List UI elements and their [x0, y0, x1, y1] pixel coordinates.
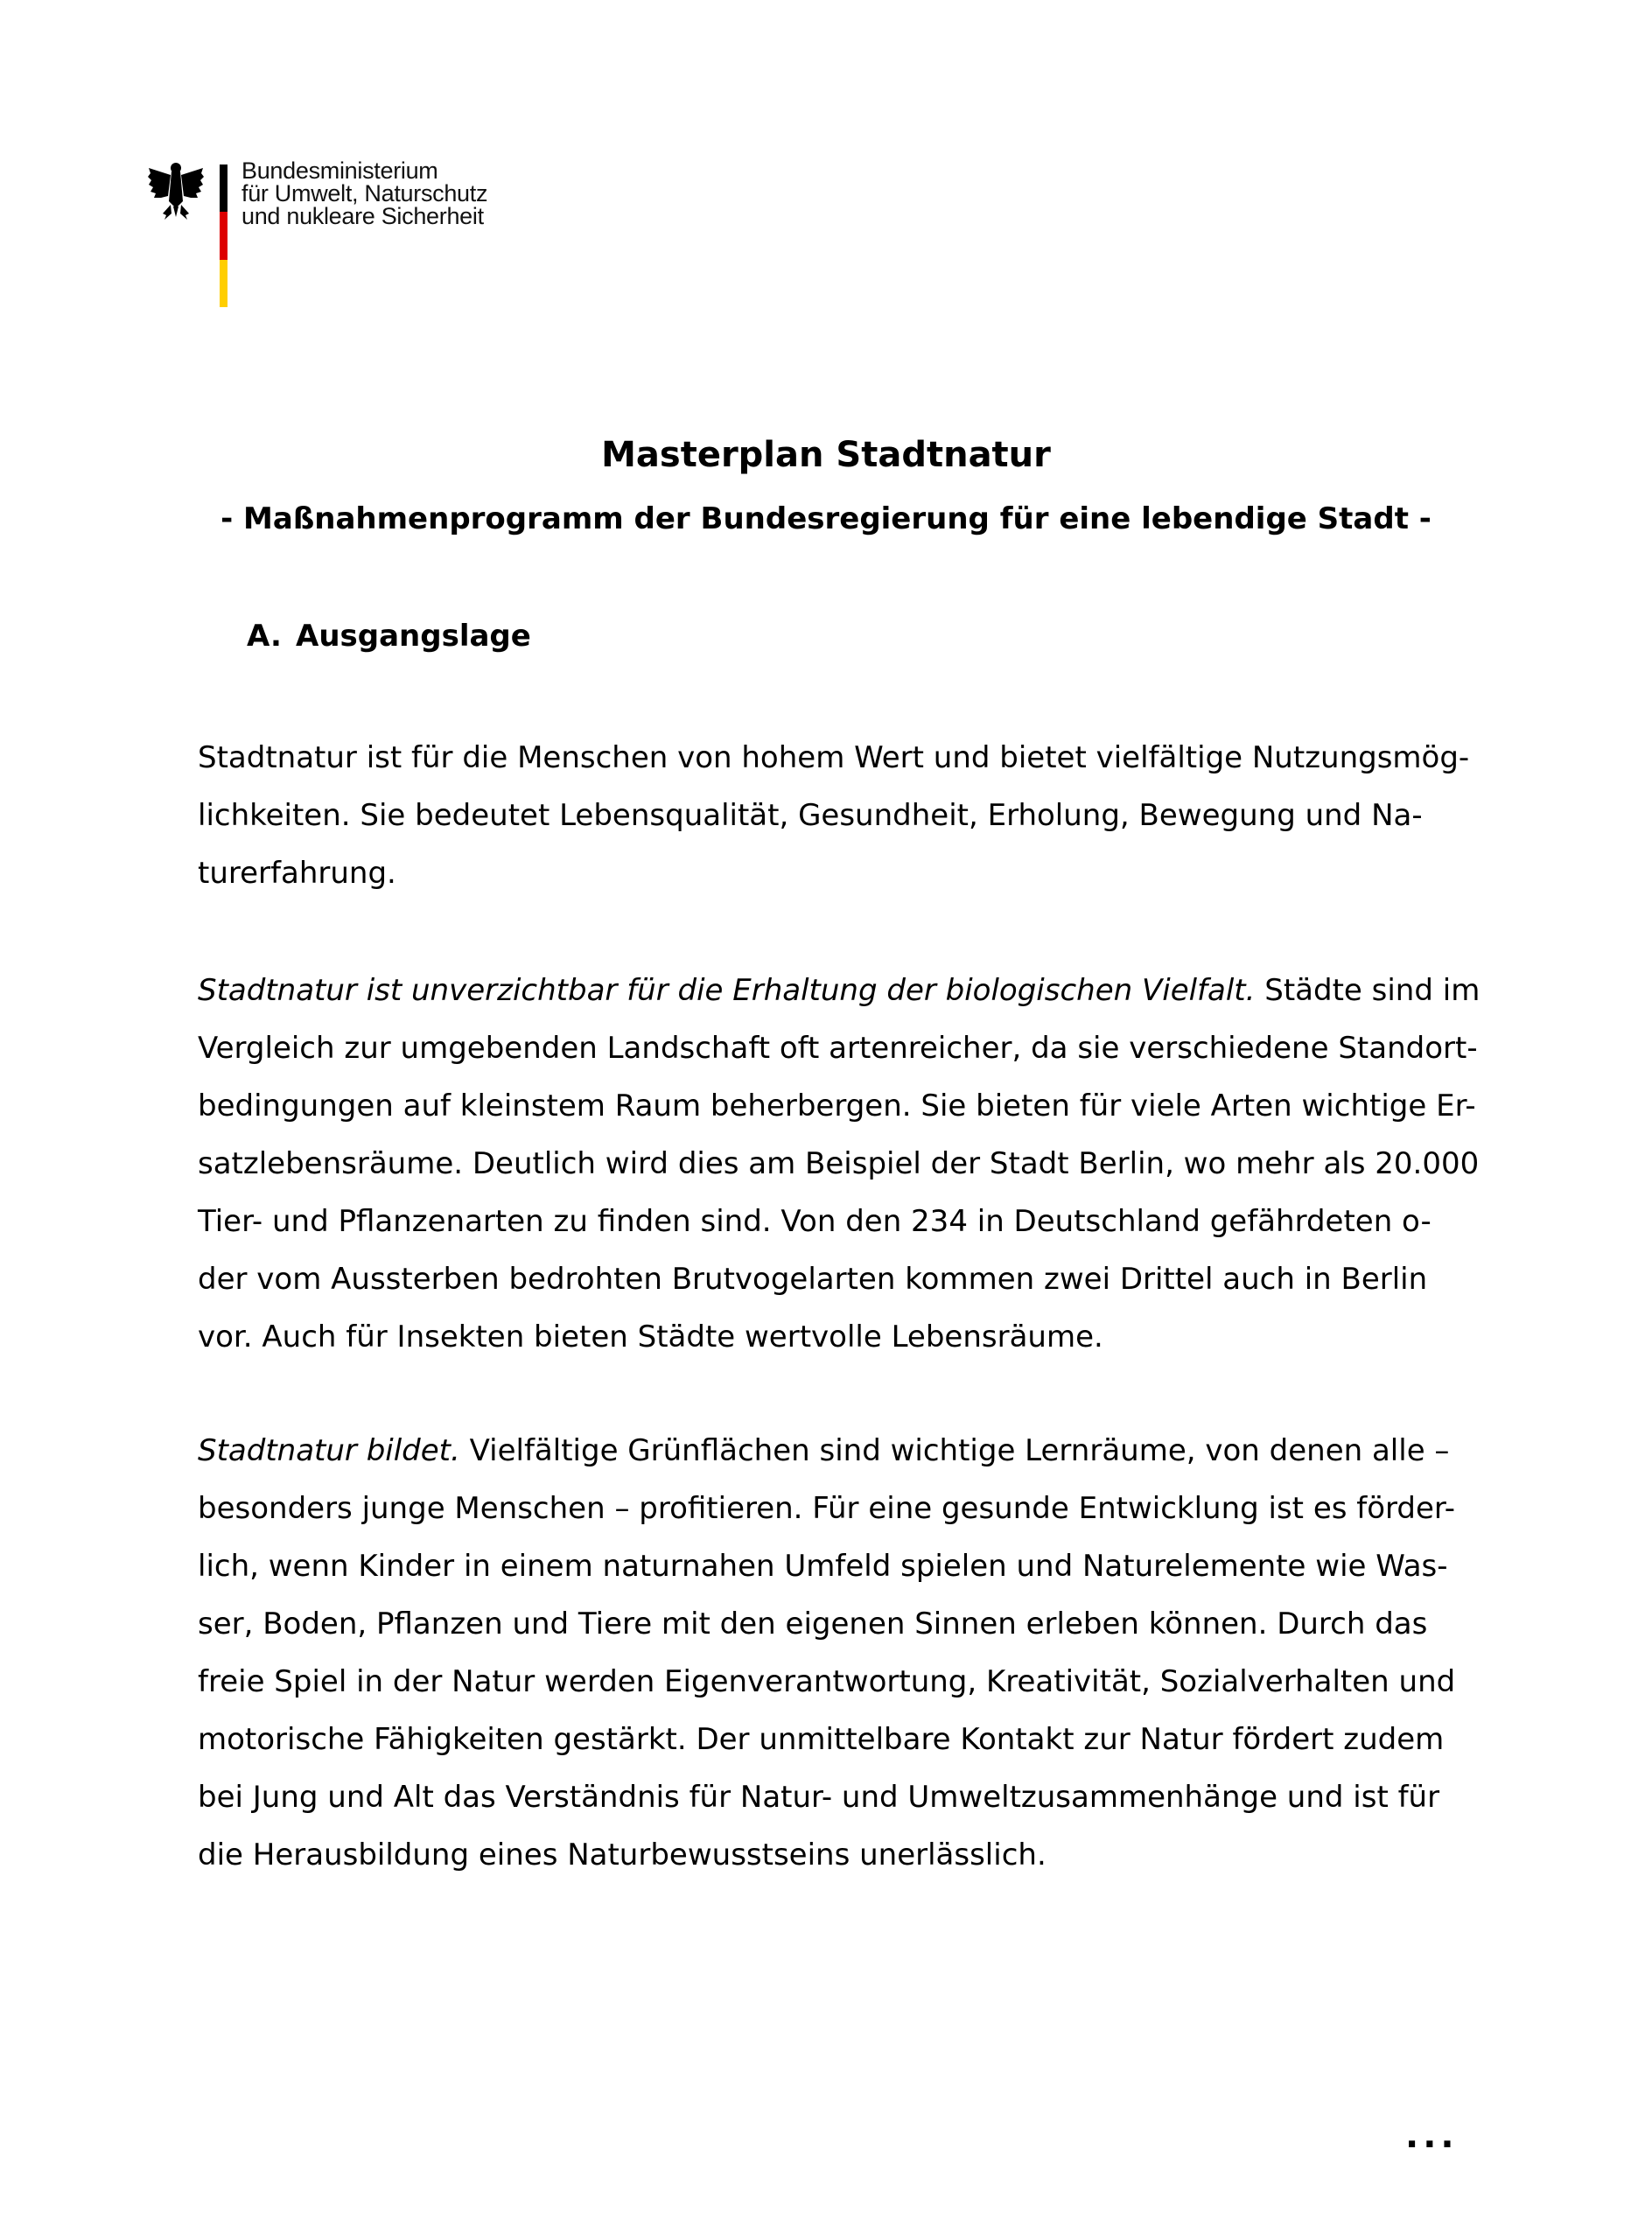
text-fragment: Vielfältige Grünflächen sind wichtige Lernräume, von denen alle –: [459, 1433, 1450, 1468]
paragraph-biodiversity: [198, 962, 1484, 1366]
text-line: Tier- und Pflanzenarten zu finden sind. Von den 234 in Deutschland gefährdeten o-: [198, 1204, 1432, 1239]
paragraph-intro: [198, 729, 1484, 902]
text-line: motorische Fähigkeiten gestärkt. Der unmittelbare Kontakt zur Natur fördert zudem: [198, 1722, 1445, 1757]
text-line: lich, wenn Kinder in einem naturnahen Umfeld spielen und Naturelemente wie Was-: [198, 1549, 1448, 1584]
paragraph-lead: Stadtnatur ist unverzichtbar für die Erhaltung der biologischen Vielfalt.: [198, 973, 1256, 1008]
text-line: lichkeiten. Sie bedeutet Lebensqualität, Gesundheit, Erholung, Bewegung und Na-: [198, 798, 1423, 833]
text-line: Stadtnatur ist für die Menschen von hohem Wert und bietet vielfältige Nutzungsmög-: [198, 740, 1470, 775]
text-line: bei Jung und Alt das Verständnis für Natur- und Umweltzusammenhänge und ist für: [198, 1780, 1440, 1815]
text-line: bedingungen auf kleinstem Raum beherbergen. Sie bieten für viele Arten wichtige Er-: [198, 1088, 1476, 1124]
text-line: freie Spiel in der Natur werden Eigenverantwortung, Kreativität, Sozialverhalten und: [198, 1664, 1456, 1699]
ministry-line: Bundesministerium: [242, 158, 438, 184]
text-line: der vom Aussterben bedrohten Brutvogelarten kommen zwei Drittel auch in Berlin: [198, 1262, 1428, 1297]
paragraph-lead: Stadtnatur bildet.: [198, 1433, 460, 1468]
text-line: ser, Boden, Pflanzen und Tiere mit den eigenen Sinnen erleben können. Durch das: [198, 1606, 1428, 1642]
text-line: [198, 962, 1484, 1019]
ministry-line: und nukleare Sicherheit: [242, 203, 484, 229]
paragraph-education: [198, 1422, 1484, 1884]
text-line: besonders junge Menschen – profitieren. Für eine gesunde Entwicklung ist es förder-: [198, 1491, 1455, 1526]
continuation-marker: ...: [1405, 2116, 1459, 2156]
flag-bar: [220, 164, 228, 307]
section-title: Ausgangslage: [296, 619, 531, 654]
section-label: A.: [247, 619, 282, 654]
text-line: vor. Auch für Insekten bieten Städte wertvolle Lebensräume.: [198, 1320, 1103, 1354]
text-line: die Herausbildung eines Naturbewusstseins unerlässlich.: [198, 1838, 1046, 1872]
document-title: Masterplan Stadtnatur: [601, 435, 1051, 475]
text-line: satzlebensräume. Deutlich wird dies am Beispiel der Stadt Berlin, wo mehr als 20.000: [198, 1146, 1480, 1181]
text-line: Vergleich zur umgebenden Landschaft oft artenreicher, da sie verschiedene Standort-: [198, 1031, 1478, 1066]
section-heading: [247, 619, 531, 654]
ministry-line: für Umwelt, Naturschutz: [242, 180, 488, 206]
text-fragment: Städte sind im: [1255, 973, 1480, 1008]
federal-eagle-icon: [147, 161, 205, 220]
document-subtitle: - Maßnahmenprogramm der Bundesregierung für eine lebendige Stadt -: [220, 501, 1432, 536]
ministry-name: [242, 159, 592, 228]
text-line: turerfahrung.: [198, 856, 396, 891]
text-line: [198, 1422, 1484, 1480]
